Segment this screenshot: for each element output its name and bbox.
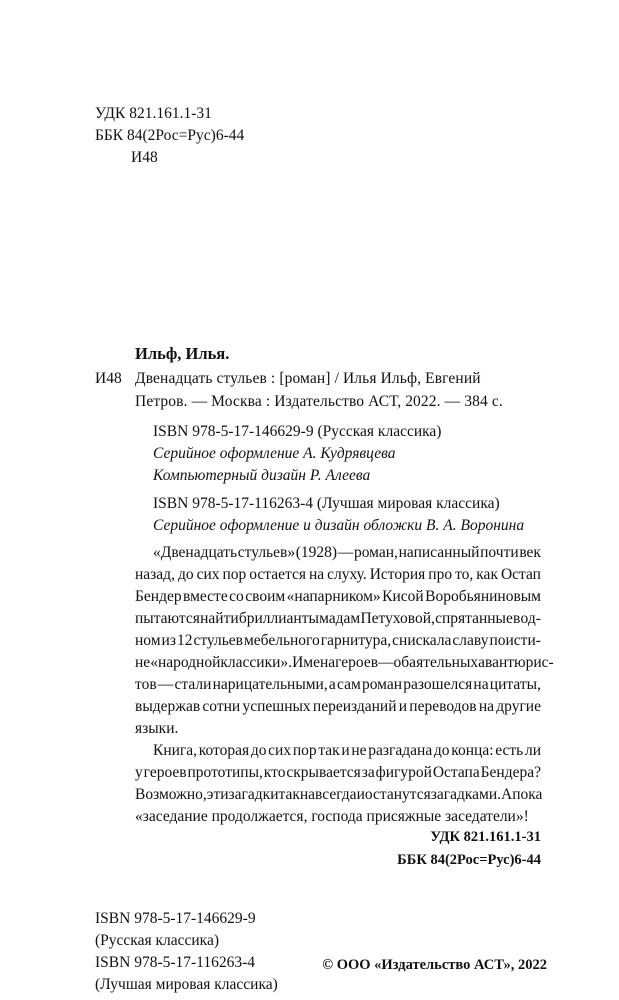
annotation-word: — bbox=[378, 654, 394, 671]
cover-design-credit: Серийное оформление и дизайн обложки В. А. Воронина bbox=[153, 517, 525, 534]
annotation-word: у bbox=[135, 764, 143, 781]
annotation-word: до bbox=[177, 566, 194, 583]
footer-isbn-2: ISBN 978-5-17-116263-4 bbox=[95, 954, 256, 971]
annotation-word: остается bbox=[249, 566, 306, 583]
annotation-word: героев bbox=[335, 654, 379, 671]
annotation-word: скрывается bbox=[286, 764, 361, 781]
annotation-word: «напарником» bbox=[286, 588, 381, 605]
annotation-word: как bbox=[476, 566, 498, 583]
annotation-word: разгадана bbox=[368, 742, 433, 759]
annotation-word: тов bbox=[135, 676, 157, 693]
computer-design-credit: Компьютерный дизайн Р. Алеева bbox=[153, 467, 371, 484]
annotation-word: в bbox=[513, 610, 521, 627]
annotation-word: пытаются bbox=[135, 610, 200, 627]
annotation-line bbox=[135, 762, 541, 784]
annotation-word: не bbox=[135, 654, 151, 671]
annotation-word: кто bbox=[263, 764, 286, 781]
annotation-word: «Двенадцать bbox=[153, 544, 238, 561]
annotation-word: «народной bbox=[150, 654, 221, 671]
annotation-word: навсегда bbox=[299, 786, 357, 803]
annotation-word: бриллианты bbox=[238, 610, 319, 627]
annotation-paragraph-1 bbox=[135, 542, 554, 740]
annotation-line: языки. bbox=[135, 720, 179, 737]
annotation-word: — bbox=[157, 676, 174, 693]
annotation-word: славу bbox=[452, 632, 489, 649]
annotation-word: ли bbox=[524, 742, 541, 759]
annotation-word: стали bbox=[174, 676, 212, 693]
annotation-word: выдержав bbox=[135, 698, 201, 715]
annotation-word: останутся bbox=[364, 786, 431, 803]
annotation-word: загадки bbox=[228, 786, 279, 803]
isbn-world-classics: ISBN 978-5-17-116263-4 (Лучшая мировая классика) bbox=[153, 495, 500, 512]
annotation-word: пока bbox=[512, 786, 543, 803]
annotation-word: сих bbox=[196, 566, 220, 583]
annotation-word: цитаты, bbox=[489, 676, 541, 693]
annotation-word: разошелся bbox=[403, 676, 473, 693]
annotation-word: загадками. bbox=[430, 786, 502, 803]
annotation-word: вместе bbox=[183, 588, 228, 605]
annotation-line bbox=[135, 652, 554, 674]
annotation-word: переводов bbox=[409, 698, 477, 715]
annotation-word: до bbox=[250, 742, 267, 759]
annotation-word: обаятельных bbox=[393, 654, 479, 671]
annotation-word: прототипы, bbox=[187, 764, 263, 781]
annotation-word: пор bbox=[222, 566, 247, 583]
annotation-paragraph-2 bbox=[135, 740, 541, 828]
annotation-word: Книга, bbox=[153, 742, 198, 759]
annotation-word: которая bbox=[198, 742, 250, 759]
footer-isbn-block bbox=[95, 908, 278, 996]
annotation-word: роман, bbox=[353, 544, 398, 561]
annotation-word: мадам bbox=[319, 610, 361, 627]
annotation-word: из bbox=[161, 632, 176, 649]
record-title-line-2: Петров. — Москва : Издательство АСТ, 2022. — 384 с. bbox=[135, 393, 503, 410]
annotation-word: написанный bbox=[398, 544, 480, 561]
annotation-word: про bbox=[428, 566, 453, 583]
annotation-word: нарицательными, bbox=[212, 676, 328, 693]
annotation-word: Имена bbox=[292, 654, 336, 671]
annotation-word: на bbox=[473, 676, 489, 693]
annotation-word: сотни bbox=[202, 698, 241, 715]
annotation-word: гарнитура, bbox=[320, 632, 392, 649]
annotation-word: Кисой bbox=[382, 588, 424, 605]
bbk-code: ББК 84(2Рос=Рус)6-44 bbox=[95, 127, 245, 144]
annotation-line bbox=[135, 784, 541, 806]
isbn-russian-classics: ISBN 978-5-17-146629-9 (Русская классика) bbox=[153, 423, 442, 440]
annotation-line bbox=[135, 586, 541, 608]
annotation-word: авантюрис- bbox=[478, 654, 554, 671]
annotation-word: век bbox=[519, 544, 541, 561]
copyright-notice: © ООО «Издательство АСТ», 2022 bbox=[322, 957, 547, 973]
annotation-word: Петуховой, bbox=[360, 610, 435, 627]
annotation-word: и bbox=[398, 698, 408, 715]
annotation-word: ном bbox=[135, 632, 161, 649]
annotation-word: не bbox=[351, 742, 367, 759]
author-mark: И48 bbox=[131, 149, 158, 166]
annotation-line bbox=[135, 630, 541, 652]
annotation-word: Бендера? bbox=[480, 764, 541, 781]
annotation-word: то, bbox=[455, 566, 474, 583]
annotation-word: А bbox=[501, 786, 513, 803]
annotation-word: почти bbox=[480, 544, 519, 561]
annotation-line bbox=[135, 674, 541, 696]
annotation-word: до bbox=[433, 742, 450, 759]
annotation-word: переизданий bbox=[312, 698, 397, 715]
annotation-word: пор bbox=[292, 742, 317, 759]
annotation-word: конца: bbox=[451, 742, 494, 759]
annotation-word: История bbox=[369, 566, 426, 583]
annotation-word: Бендер bbox=[135, 588, 182, 605]
annotation-line bbox=[135, 608, 541, 630]
annotation-line bbox=[135, 542, 541, 564]
annotation-word: а bbox=[328, 676, 336, 693]
annotation-word: поисти- bbox=[489, 632, 541, 649]
annotation-word: роман bbox=[361, 676, 403, 693]
annotation-word: фигурой bbox=[375, 764, 432, 781]
annotation-line bbox=[135, 564, 541, 586]
annotation-word: эти bbox=[206, 786, 229, 803]
annotation-word: успешных bbox=[242, 698, 311, 715]
annotation-word: и bbox=[341, 742, 350, 759]
annotation-word: 12 bbox=[176, 632, 193, 649]
classification-header bbox=[95, 103, 244, 169]
annotation-word: стульев bbox=[193, 632, 243, 649]
annotation-word: своим bbox=[245, 588, 286, 605]
annotation-word: Остапа bbox=[432, 764, 480, 781]
annotation-word: мебельного bbox=[243, 632, 320, 649]
annotation-word: Воробьяниновым bbox=[425, 588, 541, 605]
annotation-word: од- bbox=[520, 610, 541, 627]
author-heading: Ильф, Илья. bbox=[135, 344, 230, 363]
annotation-line bbox=[135, 740, 541, 762]
annotation-word: Возможно, bbox=[135, 786, 207, 803]
annotation-word: есть bbox=[495, 742, 524, 759]
annotation-bbk: ББК 84(2Рос=Рус)6-44 bbox=[397, 852, 541, 868]
annotation-word: со bbox=[229, 588, 244, 605]
annotation-word: — bbox=[337, 544, 354, 561]
annotation-line: «заседание продолжается, господа присяжные заседатели»! bbox=[135, 808, 529, 825]
annotation-word: на bbox=[478, 698, 495, 715]
annotation-word: (1928) bbox=[295, 544, 338, 561]
footer-series-1: (Русская классика) bbox=[95, 932, 220, 949]
record-title-line-1: Двенадцать стульев : [роман] / Илья Ильф, Евгений bbox=[135, 370, 481, 387]
annotation-word: сих bbox=[268, 742, 292, 759]
annotation-word: героев bbox=[143, 764, 187, 781]
annotation-udk: УДК 821.161.1-31 bbox=[430, 829, 541, 845]
annotation-word: на bbox=[308, 566, 325, 583]
annotation-word: классики». bbox=[220, 654, 293, 671]
annotation-word: другие bbox=[496, 698, 541, 715]
annotation-line bbox=[135, 696, 541, 718]
annotation-word: снискала bbox=[392, 632, 452, 649]
annotation-word: найти bbox=[200, 610, 239, 627]
record-author-mark: И48 bbox=[95, 370, 122, 387]
annotation-word: Остап bbox=[500, 566, 541, 583]
annotation-word: так bbox=[318, 742, 340, 759]
annotation-word: спрятанные bbox=[435, 610, 513, 627]
annotation-word: стульев» bbox=[237, 544, 296, 561]
series-design-credit: Серийное оформление А. Кудрявцева bbox=[153, 445, 396, 462]
annotation-word: назад, bbox=[135, 566, 175, 583]
annotation-word: и bbox=[356, 786, 365, 803]
footer-series-2: (Лучшая мировая классика) bbox=[95, 976, 278, 993]
annotation-word: слуху. bbox=[327, 566, 367, 583]
annotation-word: так bbox=[278, 786, 300, 803]
annotation-word: сам bbox=[337, 676, 361, 693]
udk-code: УДК 821.161.1-31 bbox=[95, 105, 212, 122]
footer-isbn-1: ISBN 978-5-17-146629-9 bbox=[95, 910, 256, 927]
annotation-word: за bbox=[361, 764, 375, 781]
